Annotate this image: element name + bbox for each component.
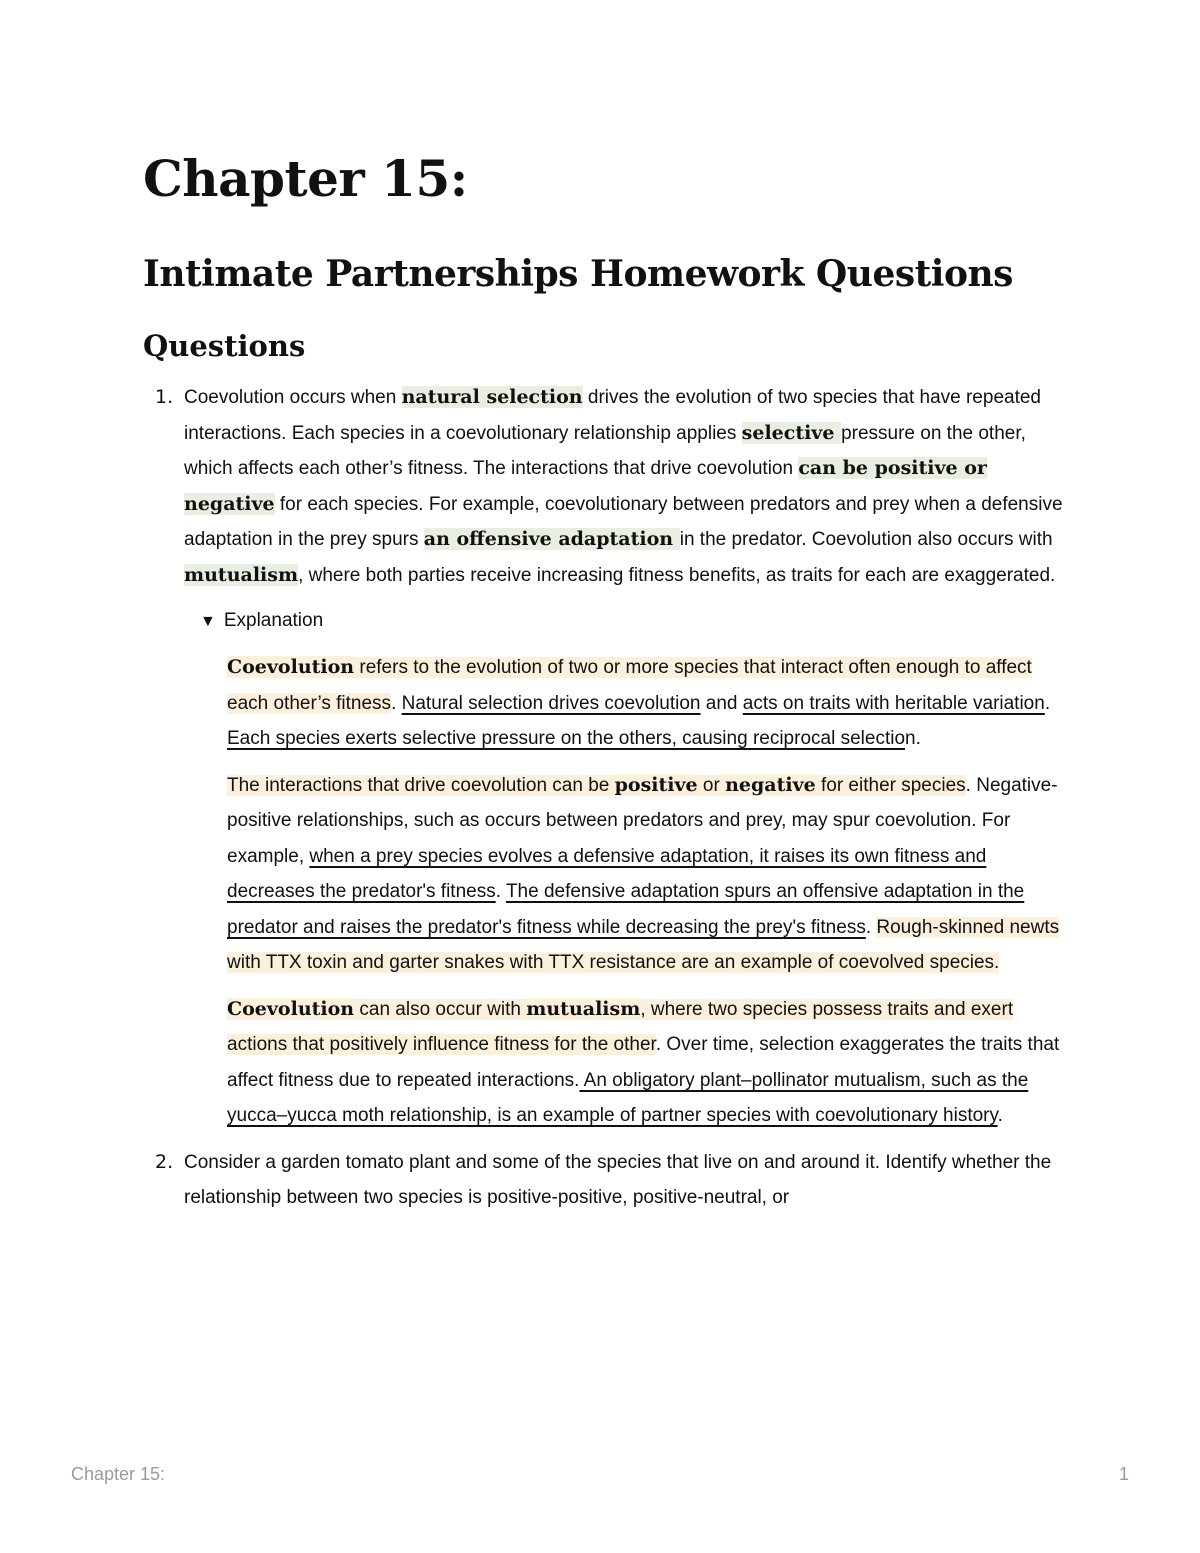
answer-blank: selective [741, 421, 842, 444]
question-2-text: Consider a garden tomato plant and some of the species that live on and around it. Identify whether the relationship between two species is positive-positive, positive-neutral, or [184, 1151, 1052, 1208]
chapter-title: Chapter 15: [143, 149, 468, 208]
explanation-paragraph: Coevolution can also occur with mutualism, where two species possess traits and exert actions that positively influence fitness for the other. Over time, selection exaggerates the traits that affect fitness due to repeated interactions. An obligatory plant–pollinator mutualism, such as the yucca–yucca moth relationship, is an example of partner species with coevolutionary history. [227, 997, 1060, 1126]
question-number: 1. [155, 386, 174, 408]
answer-blank: an offensive adaptation [423, 528, 680, 550]
explanation-toggle-label: Explanation [223, 610, 324, 631]
explanation-content [227, 650, 1063, 1134]
triangle-down-icon: ▼ [200, 613, 216, 630]
question-2 [143, 1145, 1063, 1216]
question-1 [143, 380, 1063, 1134]
section-heading: Questions [143, 329, 306, 363]
answer-blank: natural selection [401, 386, 583, 408]
answer-blank: can be positive or negative [184, 457, 987, 515]
explanation-toggle[interactable] [200, 603, 1063, 640]
question-1-text: Coevolution occurs when natural selection drives the evolution of two species that have repeated interactions. Each species in a coevolutionary relationship applies selective pressure on the other, which affects each other’s fitness. The interactions that drive coevolution can be positive or negative for each species. For example, coevolutionary between predators and prey when a defensive adaptation in the prey spurs an offensive adaptation in the predator. Coevolution also occurs with mutualism, where both parties receive increasing fitness benefits, as traits for each are exaggerated. [184, 386, 1063, 586]
explanation-paragraph: Coevolution refers to the evolution of two or more species that interact often enough to affect each other’s fitness. Natural selection drives coevolution and acts on traits with heritable variation. Each species exerts selective pressure on the others, causing reciprocal selection. [227, 656, 1051, 749]
explanation-paragraph: The interactions that drive coevolution can be positive or negative for either species. Negative-positive relationships, such as occurs between predators and prey, may spur coevolution. For example, when a prey species evolves a defensive adaptation, it raises its own fitness and decreases the predator's fitness. The defensive adaptation spurs an offensive adaptation in the predator and raises the predator's fitness while decreasing the prey's fitness. Rough-skinned newts with TTX toxin and garter snakes with TTX resistance are an example of coevolved species. [227, 773, 1060, 973]
question-list [143, 380, 1063, 1216]
footer-page-number: 1 [1118, 1464, 1129, 1484]
document-page [143, 140, 1063, 1216]
question-number: 2. [155, 1150, 174, 1173]
document-subtitle: Intimate Partnerships Homework Questions [143, 253, 1013, 295]
answer-blank: mutualism [184, 563, 299, 586]
footer-chapter-label: Chapter 15: [71, 1464, 166, 1484]
